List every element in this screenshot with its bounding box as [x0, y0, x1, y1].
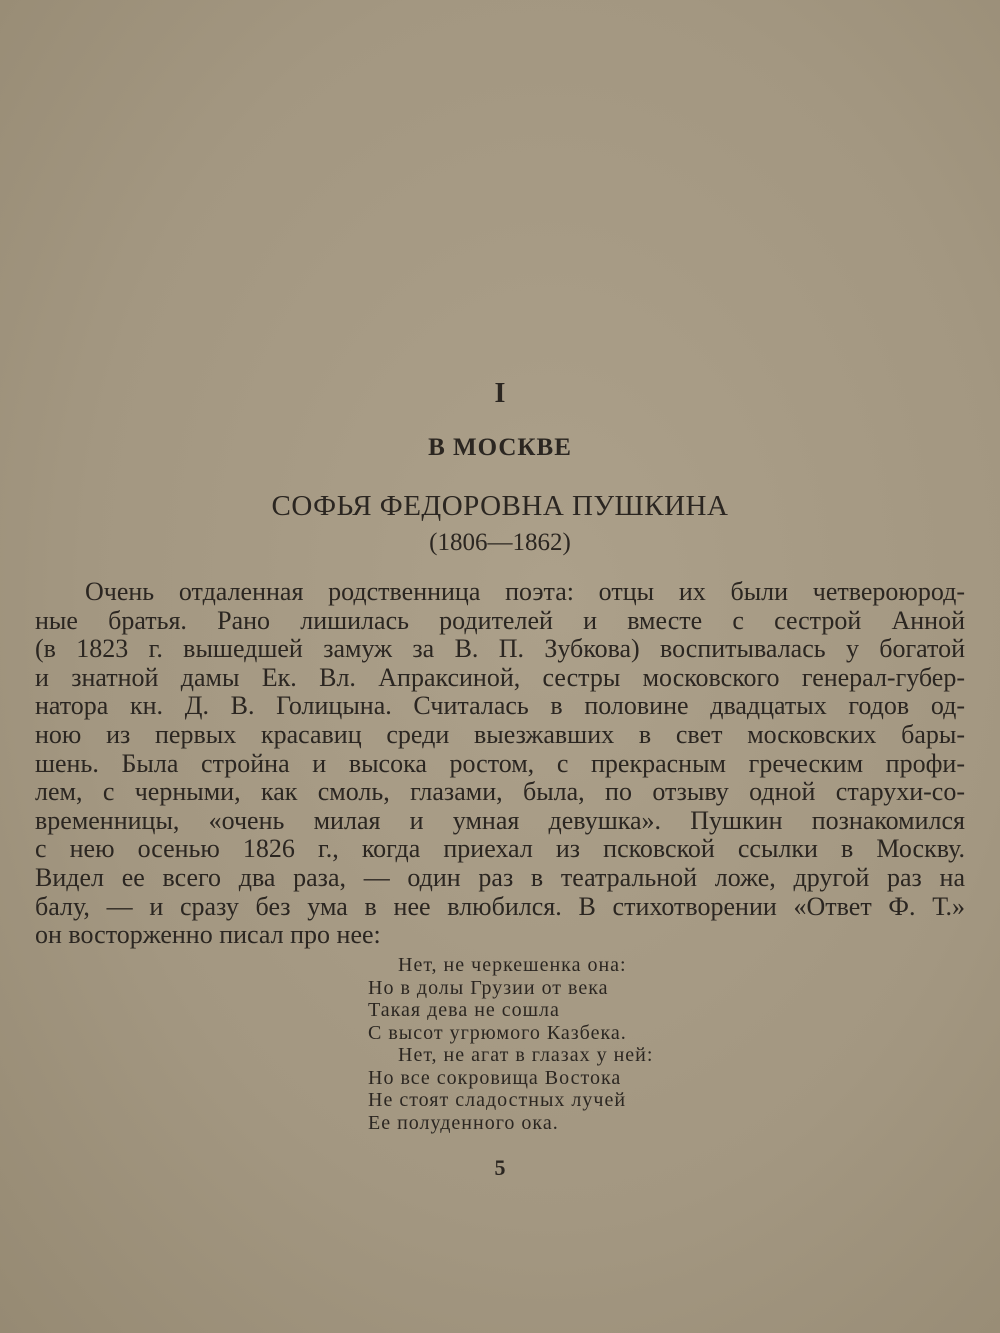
poem-line: Такая дева не сошла [368, 999, 560, 1021]
page-number: 5 [494, 1155, 506, 1180]
paragraph-line: и знатной дамы Ек. Вл. Апраксиной, сестры московского генерал-губер- [35, 662, 965, 692]
poem-line: С высот угрюмого Казбека. [368, 1021, 627, 1044]
life-years: (1806—1862) [429, 529, 571, 556]
poem-line: Нет, не агат в глазах у ней: [398, 1044, 654, 1066]
paragraph-line: он восторженно писал про нее: [35, 920, 381, 950]
poem-line: Не стоят сладостных лучей [368, 1089, 627, 1111]
paragraph-line: балу, — и сразу без ума в нее влюбился. В стихотворении «Ответ Ф. Т.» [35, 891, 965, 921]
paragraph-line: Видел ее всего два раза, — один раз в театральной ложе, другой раз на [35, 862, 965, 892]
poem-quote [368, 954, 653, 1134]
chapter-number: I [494, 378, 506, 409]
paragraph-line: натора кн. Д. В. Голицына. Считалась в половине двадцатых годов од- [35, 691, 965, 721]
paragraph-line: Очень отдаленная родственница поэта: отцы их были четвероюрод- [85, 577, 965, 606]
poem-line: Но все сокровища Востока [368, 1066, 622, 1089]
poem-line: Но в долы Грузии от века [368, 976, 609, 999]
poem-line: Ее полуденного ока. [368, 1111, 559, 1134]
paragraph-line: лем, с черными, как смоль, глазами, была, по отзыву одной старухи-со- [35, 777, 965, 807]
paragraph-line: с нею осенью 1826 г., когда приехал из псковской ссылки в Москву. [35, 834, 965, 864]
paragraph-line: ные братья. Рано лишилась родителей и вместе с сестрой Анной [35, 605, 965, 635]
paragraph-line: (в 1823 г. вышедшей замуж за В. П. Зубкова) воспитывалась у богатой [35, 634, 965, 664]
biography-paragraph [35, 578, 965, 950]
paragraph-line: шень. Была стройна и высока ростом, с прекрасным греческим профи- [35, 748, 965, 778]
person-name-heading: СОФЬЯ ФЕДОРОВНА ПУШКИНА [271, 490, 729, 522]
poem-line: Нет, не черкешенка она: [398, 954, 627, 976]
section-title: В МОСКВЕ [428, 434, 572, 461]
paragraph-line: временницы, «очень милая и умная девушка». Пушкин познакомился [35, 805, 965, 835]
paragraph-line: ною из первых красавиц среди выезжавших в свет московских бары- [35, 719, 965, 749]
